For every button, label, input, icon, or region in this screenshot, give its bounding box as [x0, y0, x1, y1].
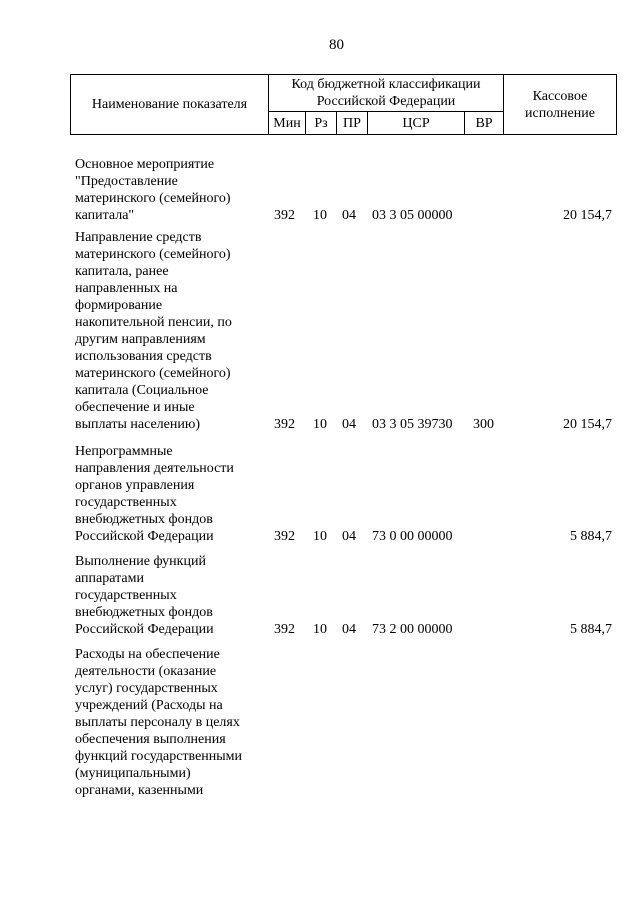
header-rz: Рз: [306, 112, 337, 135]
row-min: 392: [274, 622, 295, 637]
row-name-line: материнского (семейного): [75, 191, 231, 206]
header-name: Наименование показателя: [91, 97, 248, 112]
row-name-line: Российской Федерации: [75, 622, 214, 637]
header-pr: ПР: [337, 112, 368, 135]
row-name-line: обеспечение и иные: [75, 400, 195, 415]
row-cash: 5 884,7: [570, 529, 612, 544]
row-name-line: государственных: [75, 588, 177, 603]
row-csr: 03 3 05 00000: [372, 208, 453, 223]
row-name-line: выплаты персоналу в целях: [75, 715, 240, 730]
row-name-line: материнского (семейного): [75, 247, 231, 262]
row-name-line: услуг) государственных: [75, 681, 218, 696]
row-name-line: материнского (семейного): [75, 366, 231, 381]
row-name-line: государственных: [75, 495, 177, 510]
row-cash: 5 884,7: [570, 622, 612, 637]
header-cash-line2: исполнение: [525, 105, 595, 121]
row-rz: 10: [313, 208, 327, 223]
row-pr: 04: [342, 622, 356, 637]
row-name-line: другим направлениям: [75, 332, 206, 347]
row-min: 392: [274, 208, 295, 223]
row-pr: 04: [342, 529, 356, 544]
row-name-line: Непрограммные: [75, 444, 173, 459]
table-header: [70, 74, 617, 135]
header-code-line1: Код бюджетной классификации: [291, 77, 481, 92]
header-cash-cell: [504, 75, 617, 135]
row-name: [75, 156, 265, 224]
page-number: 80: [329, 37, 344, 53]
row-rz: 10: [313, 417, 327, 432]
row-name-line: обеспечения выполнения: [75, 732, 226, 747]
row-name-line: капитала, ранее: [75, 264, 169, 279]
row-name-line: органами, казенными: [75, 783, 204, 798]
row-name-line: аппаратами: [75, 571, 144, 586]
row-rz: 10: [313, 622, 327, 637]
row-min: 392: [274, 529, 295, 544]
row-min: 392: [274, 417, 295, 432]
row-name-line: (муниципальными): [75, 766, 191, 781]
row-name-line: выплаты населению): [75, 417, 200, 432]
row-name-line: "Предоставление: [75, 174, 178, 189]
row-name-line: направления деятельности: [75, 461, 234, 476]
row-name-line: капитала": [75, 208, 135, 223]
row-pr: 04: [342, 417, 356, 432]
row-name: [75, 229, 265, 433]
row-name-line: учреждений (Расходы на: [75, 698, 223, 713]
header-min: Мин: [269, 112, 306, 135]
row-name: [75, 553, 265, 638]
row-cash: 20 154,7: [563, 208, 612, 223]
row-name-line: направленных на: [75, 281, 178, 296]
row-name-line: формирование: [75, 298, 163, 313]
row-name-line: функций государственными: [75, 749, 243, 764]
row-pr: 04: [342, 208, 356, 223]
header-code-line2: Российской Федерации: [316, 94, 456, 109]
row-rz: 10: [313, 529, 327, 544]
header-cash-line1: Кассовое: [532, 88, 588, 104]
row-name-line: Выполнение функций: [75, 554, 206, 569]
row-name-line: накопительной пенсии, по: [75, 315, 232, 330]
row-name-line: органов управления: [75, 478, 195, 493]
row-name-line: Направление средств: [75, 230, 202, 245]
row-name-line: внебюджетных фондов: [75, 512, 213, 527]
row-name: [75, 646, 265, 799]
row-name: [75, 443, 265, 545]
header-vr: ВР: [465, 112, 504, 135]
row-name-line: Расходы на обеспечение: [75, 647, 220, 662]
row-vr: 300: [473, 417, 494, 432]
row-name-line: Основное мероприятие: [75, 157, 215, 172]
row-name-line: внебюджетных фондов: [75, 605, 213, 620]
row-csr: 73 0 00 00000: [372, 529, 453, 544]
row-name-line: деятельности (оказание: [75, 664, 217, 679]
row-cash: 20 154,7: [563, 417, 612, 432]
row-name-line: использования средств: [75, 349, 212, 364]
row-name-line: Российской Федерации: [75, 529, 214, 544]
header-csr: ЦСР: [368, 112, 465, 135]
row-csr: 73 2 00 00000: [372, 622, 453, 637]
header-code-cell: [269, 75, 504, 112]
row-csr: 03 3 05 39730: [372, 417, 453, 432]
header-name-cell: [71, 75, 269, 135]
row-name-line: капитала (Социальное: [75, 383, 209, 398]
